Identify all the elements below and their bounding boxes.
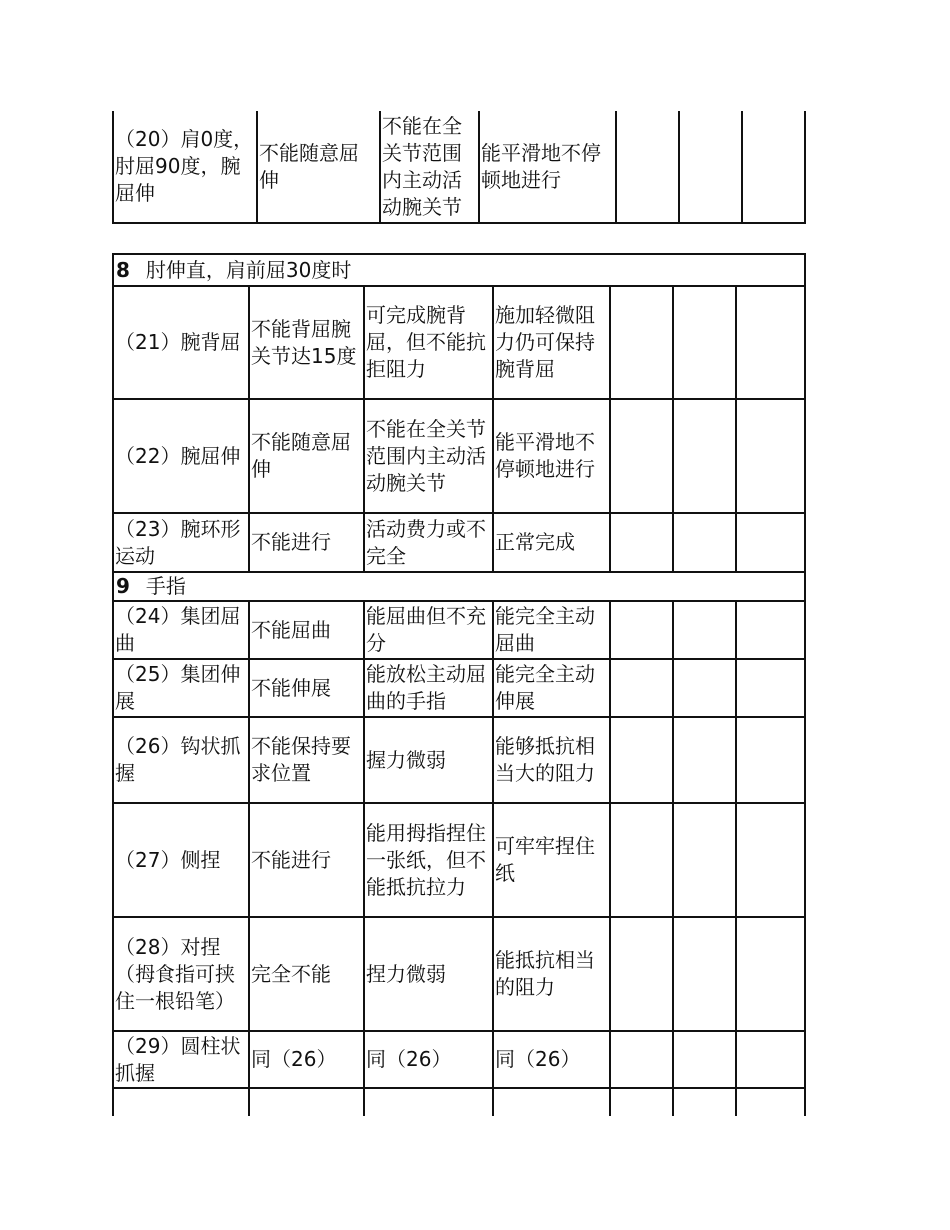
eval-cell-1[interactable]	[610, 1088, 673, 1116]
eval-cell-3[interactable]	[736, 1088, 805, 1116]
eval-cell-1[interactable]	[610, 286, 673, 399]
section-header	[113, 254, 805, 286]
eval-cell-2[interactable]	[673, 803, 736, 917]
item-cell: （29）圆柱状抓握	[113, 1031, 249, 1088]
score-1-cell: 捏力微弱	[364, 917, 493, 1031]
section-number: 9	[116, 574, 130, 598]
score-1-cell: 能用拇指捏住一张纸，但不能抵抗拉力	[364, 803, 493, 917]
item-cell	[113, 1088, 249, 1116]
eval-cell-2[interactable]	[673, 286, 736, 399]
eval-cell-1[interactable]	[610, 399, 673, 513]
score-2-cell: 能够抵抗相当大的阻力	[493, 717, 610, 803]
item-cell: （23）腕环形运动	[113, 513, 249, 572]
score-1-cell: 同（26）	[364, 1031, 493, 1088]
eval-cell-1[interactable]	[616, 111, 679, 223]
eval-cell-2[interactable]	[673, 659, 736, 717]
table-row	[113, 399, 805, 513]
eval-cell-1[interactable]	[610, 659, 673, 717]
score-2-cell	[493, 1088, 610, 1116]
score-2-cell: 能完全主动伸展	[493, 659, 610, 717]
eval-cell-2[interactable]	[673, 1088, 736, 1116]
score-1-cell: 能放松主动屈曲的手指	[364, 659, 493, 717]
eval-cell-2[interactable]	[673, 917, 736, 1031]
eval-cell-2[interactable]	[673, 513, 736, 572]
section-header	[113, 572, 805, 601]
eval-cell-3[interactable]	[736, 717, 805, 803]
eval-cell-2[interactable]	[673, 717, 736, 803]
score-1-cell: 可完成腕背屈，但不能抗拒阻力	[364, 286, 493, 399]
eval-cell-3[interactable]	[736, 803, 805, 917]
eval-cell-3[interactable]	[736, 513, 805, 572]
table-row	[113, 659, 805, 717]
score-0-cell: 不能进行	[249, 803, 364, 917]
score-1-cell: 不能在全关节范围内主动活动腕关节	[364, 399, 493, 513]
eval-cell-3[interactable]	[736, 286, 805, 399]
score-2-cell: 同（26）	[493, 1031, 610, 1088]
score-1-cell	[364, 1088, 493, 1116]
score-0-cell	[249, 1088, 364, 1116]
section-number: 8	[116, 257, 130, 282]
score-0-cell: 不能伸展	[249, 659, 364, 717]
eval-cell-3[interactable]	[736, 659, 805, 717]
score-2-cell: 可牢牢捏住纸	[493, 803, 610, 917]
section-title: 手指	[145, 574, 186, 598]
score-1-cell: 握力微弱	[364, 717, 493, 803]
section-row	[113, 572, 805, 601]
score-1-cell: 能屈曲但不充分	[364, 601, 493, 659]
score-0-cell: 不能背屈腕关节达15度	[249, 286, 364, 399]
item-cell: （26）钩状抓握	[113, 717, 249, 803]
eval-cell-1[interactable]	[610, 1031, 673, 1088]
item-cell: （27）侧捏	[113, 803, 249, 917]
eval-cell-3[interactable]	[736, 1031, 805, 1088]
eval-cell-3[interactable]	[736, 399, 805, 513]
item-cell: （20）肩0度，肘屈90度，腕屈伸	[113, 111, 257, 223]
score-2-cell: 能平滑地不停顿地进行	[493, 399, 610, 513]
score-0-cell: 同（26）	[249, 1031, 364, 1088]
table-continued	[112, 111, 806, 224]
eval-cell-2[interactable]	[679, 111, 742, 223]
eval-cell-2[interactable]	[673, 399, 736, 513]
section-row	[113, 254, 805, 286]
item-cell: （28）对捏（拇食指可挟住一根铅笔）	[113, 917, 249, 1031]
table-row	[113, 1031, 805, 1088]
table-main	[112, 253, 806, 1116]
table-row	[113, 513, 805, 572]
eval-cell-1[interactable]	[610, 513, 673, 572]
item-cell: （24）集团屈曲	[113, 601, 249, 659]
score-2-cell: 能完全主动屈曲	[493, 601, 610, 659]
eval-cell-1[interactable]	[610, 917, 673, 1031]
eval-cell-2[interactable]	[673, 601, 736, 659]
score-0-cell: 不能随意屈伸	[257, 111, 380, 223]
score-1-cell: 不能在全关节范围内主动活动腕关节	[380, 111, 479, 223]
table-row	[113, 717, 805, 803]
score-0-cell: 不能随意屈伸	[249, 399, 364, 513]
score-2-cell: 能抵抗相当的阻力	[493, 917, 610, 1031]
table-row	[113, 286, 805, 399]
item-cell: （22）腕屈伸	[113, 399, 249, 513]
score-0-cell: 完全不能	[249, 917, 364, 1031]
table-row	[113, 917, 805, 1031]
eval-cell-3[interactable]	[736, 917, 805, 1031]
eval-cell-2[interactable]	[673, 1031, 736, 1088]
score-0-cell: 不能屈曲	[249, 601, 364, 659]
score-2-cell: 正常完成	[493, 513, 610, 572]
table-row	[113, 111, 805, 223]
item-cell: （25）集团伸展	[113, 659, 249, 717]
section-title: 肘伸直，肩前屈30度时	[145, 257, 352, 282]
score-2-cell: 施加轻微阻力仍可保持腕背屈	[493, 286, 610, 399]
item-cell: （21）腕背屈	[113, 286, 249, 399]
score-0-cell: 不能保持要求位置	[249, 717, 364, 803]
eval-cell-3[interactable]	[736, 601, 805, 659]
eval-cell-1[interactable]	[610, 717, 673, 803]
table-row-partial	[113, 1088, 805, 1116]
eval-cell-1[interactable]	[610, 803, 673, 917]
table-row	[113, 601, 805, 659]
eval-cell-1[interactable]	[610, 601, 673, 659]
score-0-cell: 不能进行	[249, 513, 364, 572]
score-2-cell: 能平滑地不停顿地进行	[479, 111, 616, 223]
table-row	[113, 803, 805, 917]
score-1-cell: 活动费力或不完全	[364, 513, 493, 572]
eval-cell-3[interactable]	[742, 111, 805, 223]
